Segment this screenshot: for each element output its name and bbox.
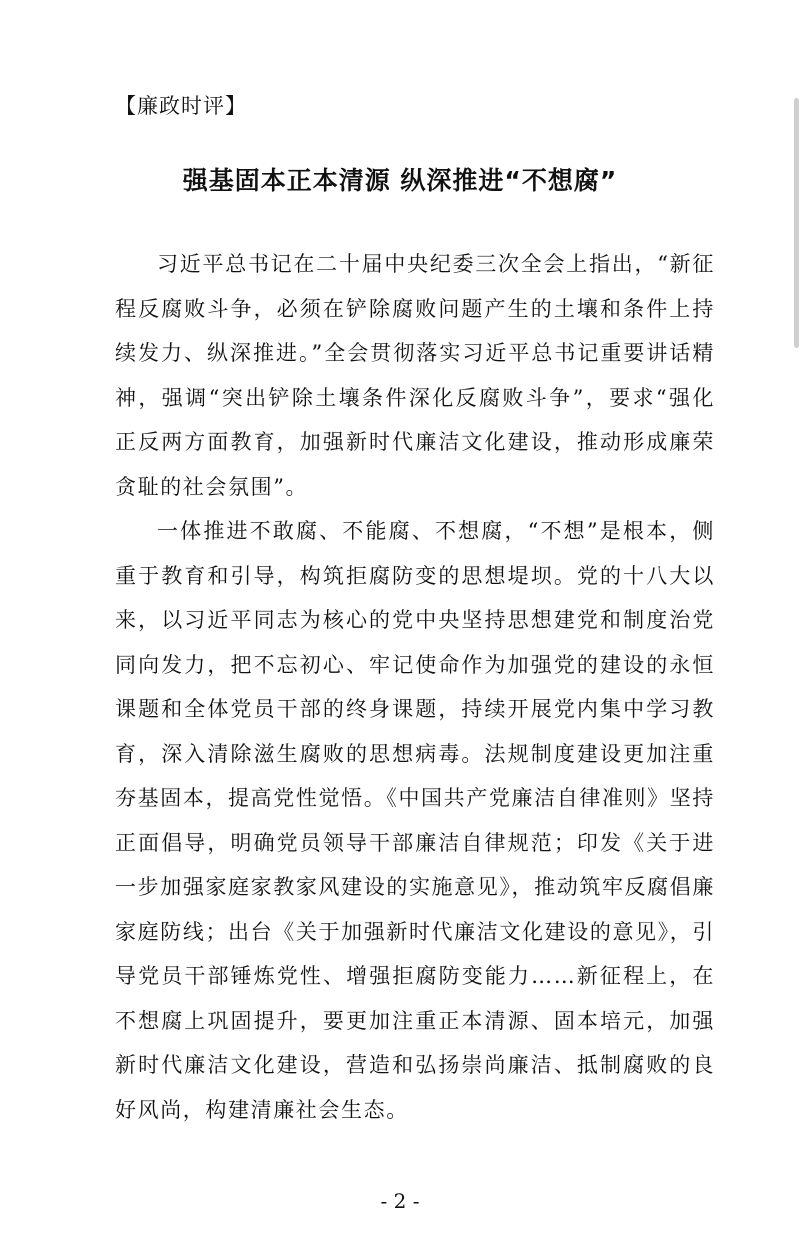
column-tag: 【廉政时评】 [115, 94, 247, 118]
paragraph: 一体推进不敢腐、不能腐、不想腐，“不想”是根本，侧重于教育和引导，构筑拒腐防变的思想堤坝。党的十八大以来，以习近平同志为核心的党中央坚持思想建党和制度治党同向发力，把不忘初心、牢记使命作为加强党的建设的永恒课题和全体党员干部的终身课题，持续开展党内集中学习教育，深入清除滋生腐败的思想病毒。法规制度建设更加注重夯基固本，提高党性觉悟。《中国共产党廉洁自律准则》坚持正面倡导，明确党员领导干部廉洁自律规范；印发《关于进一步加强家庭家教家风建设的实施意见》，推动筑牢反腐倡廉家庭防线；出台《关于加强新时代廉洁文化建设的意见》，引导党员干部锤炼党性、增强拒腐防变能力……新征程上，在不想腐上巩固提升，要更加注重正本清源、固本培元，加强新时代廉洁文化建设，营造和弘扬崇尚廉洁、抵制腐败的良好风尚，构建清廉社会生态。 [115, 519, 715, 1122]
article-body [115, 242, 715, 1132]
paragraph: 习近平总书记在二十届中央纪委三次全会上指出，“新征程反腐败斗争，必须在铲除腐败问题产生的土壤和条件上持续发力、纵深推进。”全会贯彻落实习近平总书记重要讲话精神，强调“突出铲除土壤条件深化反腐败斗争”，要求“强化正反两方面教育，加强新时代廉洁文化建设，推动形成廉荣贪耻的社会氛围”。 [115, 252, 715, 499]
article-title: 强基固本正本清源 纵深推进“不想腐” [182, 166, 618, 195]
scrollbar[interactable] [792, 0, 800, 1258]
page-number: - 2 - [380, 1189, 420, 1213]
scrollbar-thumb[interactable] [794, 98, 799, 348]
